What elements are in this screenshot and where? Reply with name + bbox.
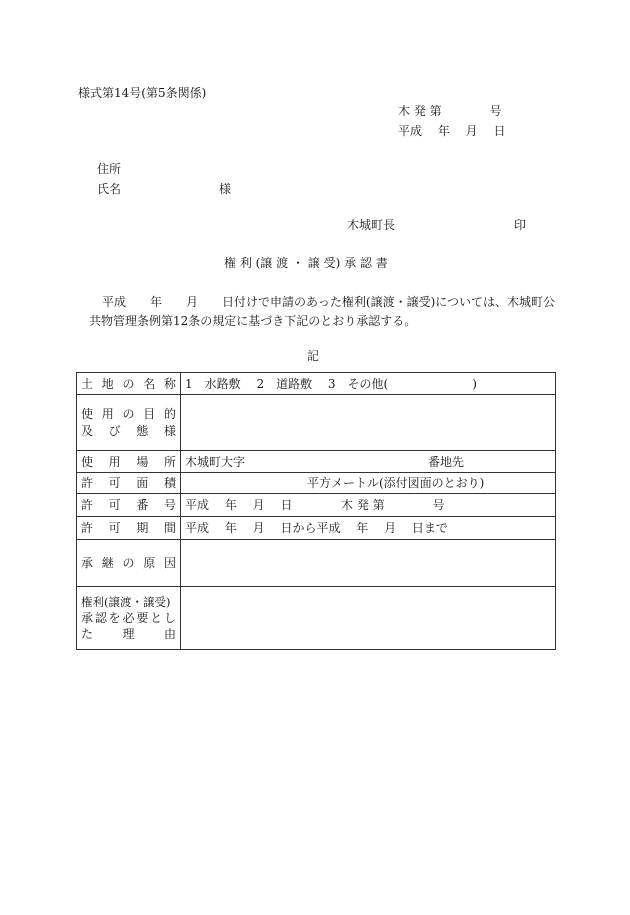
- label-char: 目: [143, 407, 156, 421]
- label-char: 承: [81, 556, 94, 570]
- label-char: 名: [143, 376, 156, 391]
- permit-number-value[interactable]: [181, 494, 556, 517]
- label-char: 号: [163, 498, 176, 512]
- label-char: 可: [108, 498, 121, 512]
- area-label: [77, 473, 181, 494]
- label-char: 原: [143, 556, 156, 570]
- label-char: 由: [163, 627, 176, 641]
- table-row-reason: [77, 587, 556, 650]
- label-char: 面: [136, 476, 149, 490]
- label-char: 積: [163, 476, 176, 490]
- permit-date: 平成 年 月 日: [185, 498, 293, 512]
- name-label: 氏名: [97, 182, 122, 196]
- table-row-area: [77, 473, 556, 494]
- place-value[interactable]: [181, 451, 556, 473]
- label-char: 様: [163, 424, 176, 438]
- area-value[interactable]: [181, 473, 556, 494]
- label-char: と: [150, 611, 163, 625]
- period-label: [77, 517, 181, 540]
- table-row-purpose: [77, 395, 556, 451]
- label-char: 認: [94, 611, 107, 625]
- purpose-value[interactable]: [181, 395, 556, 451]
- label-char: の: [122, 407, 135, 421]
- document-number: 木 発 第 号: [398, 104, 502, 118]
- label-char: 場: [136, 454, 149, 469]
- succession-value[interactable]: [181, 540, 556, 587]
- table-row-period: [77, 517, 556, 540]
- document-title: 権 利 (譲 渡 ・ 譲 受) 承 認 書: [224, 256, 388, 270]
- reason-value[interactable]: [181, 587, 556, 650]
- label-char: の: [122, 556, 135, 570]
- label-char: 所: [163, 454, 176, 469]
- table-row-succession: [77, 540, 556, 587]
- label-char: 土: [81, 376, 94, 391]
- label-char: 称: [163, 376, 176, 391]
- body-line-2: 共物管理条例第12条の規定に基づき下記のとおり承認する。: [89, 314, 417, 328]
- label-char: 使: [81, 454, 94, 469]
- reason-label-line-1: 権利(譲渡・譲受): [81, 595, 171, 609]
- label-char: 許: [81, 476, 94, 490]
- label-char: 使: [81, 407, 94, 421]
- label-char: 要: [136, 611, 149, 625]
- purpose-label: [77, 395, 181, 451]
- label-char: た: [81, 627, 94, 641]
- form-number: 様式第14号(第5条関係): [78, 86, 207, 100]
- permit-number-label: [77, 494, 181, 517]
- label-char: 必: [122, 611, 135, 625]
- reason-label: [77, 587, 181, 650]
- date-line: 平成 年 月 日: [398, 124, 506, 138]
- ki-label: 記: [307, 349, 320, 363]
- label-char: 用: [101, 407, 114, 421]
- label-char: 的: [163, 407, 176, 421]
- label-char: 可: [108, 476, 121, 490]
- table-row-permit-number: [77, 494, 556, 517]
- succession-label: [77, 540, 181, 587]
- label-char: 番: [136, 498, 149, 512]
- label-char: 許: [81, 498, 94, 512]
- label-char: 理: [122, 627, 135, 641]
- table-row-land-name: [77, 373, 556, 395]
- label-char: 地: [101, 376, 114, 391]
- address-label: 住所: [97, 162, 122, 176]
- label-char: 因: [163, 556, 176, 570]
- label-char: 許: [81, 521, 94, 535]
- honorific: 様: [219, 182, 232, 196]
- seal-mark: 印: [514, 218, 527, 232]
- permit-table: [76, 372, 556, 650]
- area-unit-text: 平方メートル(添付図面のとおり): [307, 476, 485, 490]
- place-value-left: 木城町大字: [185, 454, 246, 469]
- place-label: [77, 451, 181, 473]
- label-char: 可: [108, 521, 121, 535]
- permit-number: 木 発 第 号: [341, 498, 445, 512]
- label-char: 承: [81, 611, 94, 625]
- place-value-right: 番地先: [428, 454, 465, 469]
- label-char: し: [163, 611, 176, 625]
- land-name-value[interactable]: 1 水路敷 2 道路敷 3 その他( ): [181, 373, 556, 395]
- land-name-label: [77, 373, 181, 395]
- label-char: 及: [81, 424, 94, 438]
- label-char: 用: [108, 454, 121, 469]
- mayor-title: 木城町長: [347, 218, 396, 232]
- label-char: 期: [136, 521, 149, 535]
- body-line-1: 平成 年 月 日付けで申請のあった権利(譲渡・譲受)については、木城町公: [102, 295, 556, 309]
- label-char: 継: [101, 556, 114, 570]
- label-char: を: [108, 611, 121, 625]
- label-char: 間: [163, 521, 176, 535]
- label-char: 態: [136, 424, 149, 438]
- label-char: び: [108, 424, 121, 438]
- period-value[interactable]: 平成 年 月 日から平成 年 月 日まで: [181, 517, 556, 540]
- table-row-place: [77, 451, 556, 473]
- label-char: の: [122, 376, 135, 391]
